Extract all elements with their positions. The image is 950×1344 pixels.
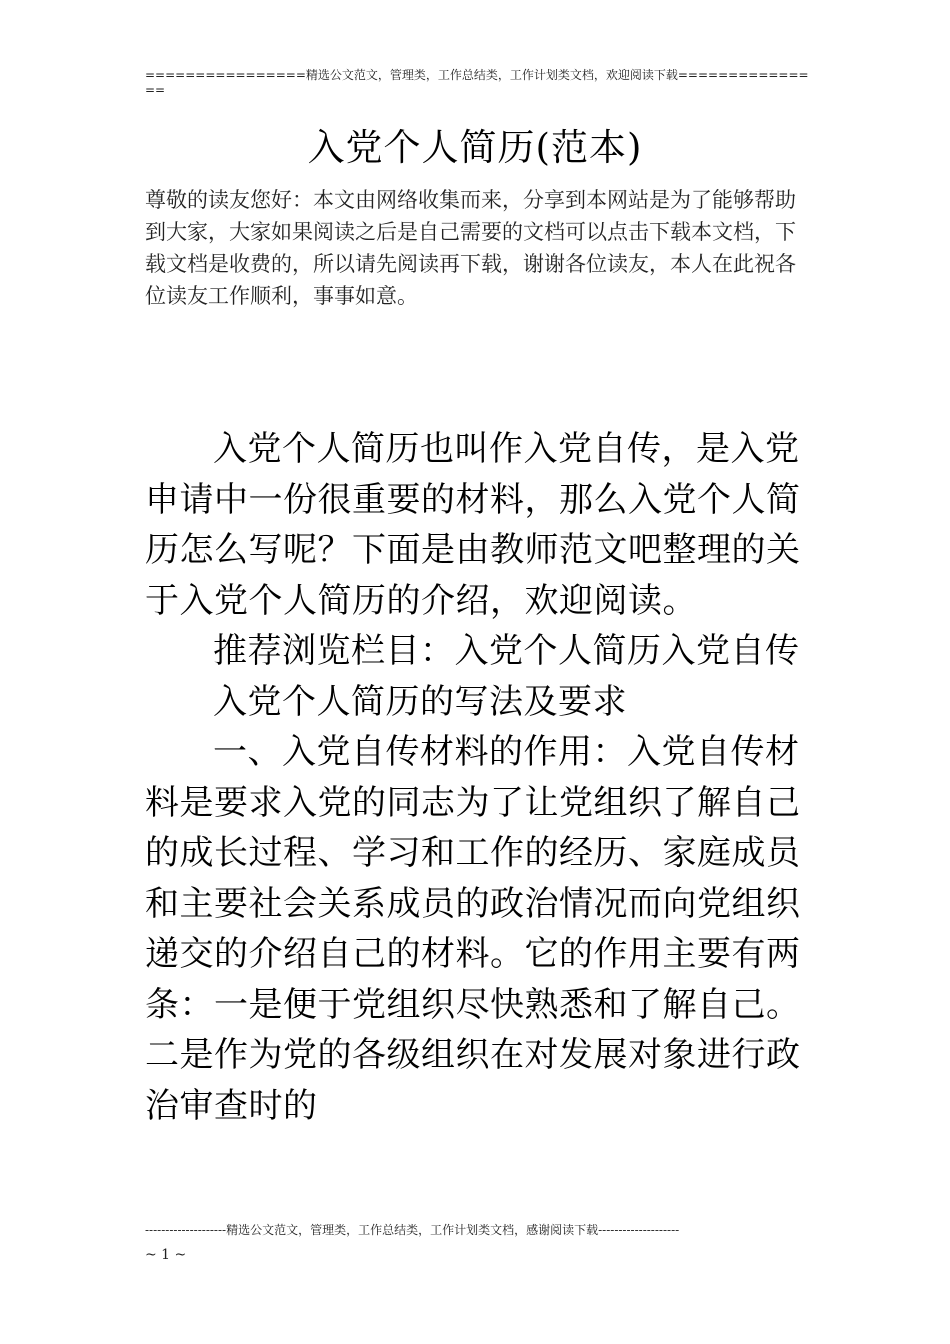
footer-banner: --------------------精选公文范文，管理类，工作总结类，工作计划类文档，感谢阅读下载--------------------	[145, 1223, 680, 1237]
paragraph-section-heading: 入党个人简历的写法及要求	[213, 681, 627, 722]
header-banner: ================精选公文范文，管理类，工作总结类，工作计划类文档，欢迎阅读下载===============	[145, 68, 809, 97]
paragraph-intro: 入党个人简历也叫作入党自传，是入党申请中一份很重要的材料，那么入党个人简历怎么写呢？下面是由教师范文吧整理的关于入党个人简历的介绍，欢迎阅读。	[145, 429, 801, 621]
paragraph-section-one: 一、入党自传材料的作用：入党自传材料是要求入党的同志为了让党组织了解自己的成长过程、学习和工作的经历、家庭成员和主要社会关系成员的政治情况而向党组织递交的介绍自己的材料。它的作用主要有两条：一是便于党组织尽快熟悉和了解自己。二是作为党的各级组织在对发展对象进行政治审查时的	[145, 732, 801, 1126]
document-title: 入党个人简历(范本)	[307, 126, 643, 169]
reader-notice: 尊敬的读友您好：本文由网络收集而来，分享到本网站是为了能够帮助到大家，大家如果阅读之后是自己需要的文档可以点击下载本文档，下载文档是收费的，所以请先阅读再下载，谢谢各位读友，本人在此祝各位读友工作顺利，事事如意。	[145, 188, 796, 308]
page-number: ~ 1 ~	[145, 1247, 187, 1263]
paragraph-recommended-column: 推荐浏览栏目：入党个人简历入党自传	[213, 631, 800, 671]
document-body	[145, 424, 807, 1131]
